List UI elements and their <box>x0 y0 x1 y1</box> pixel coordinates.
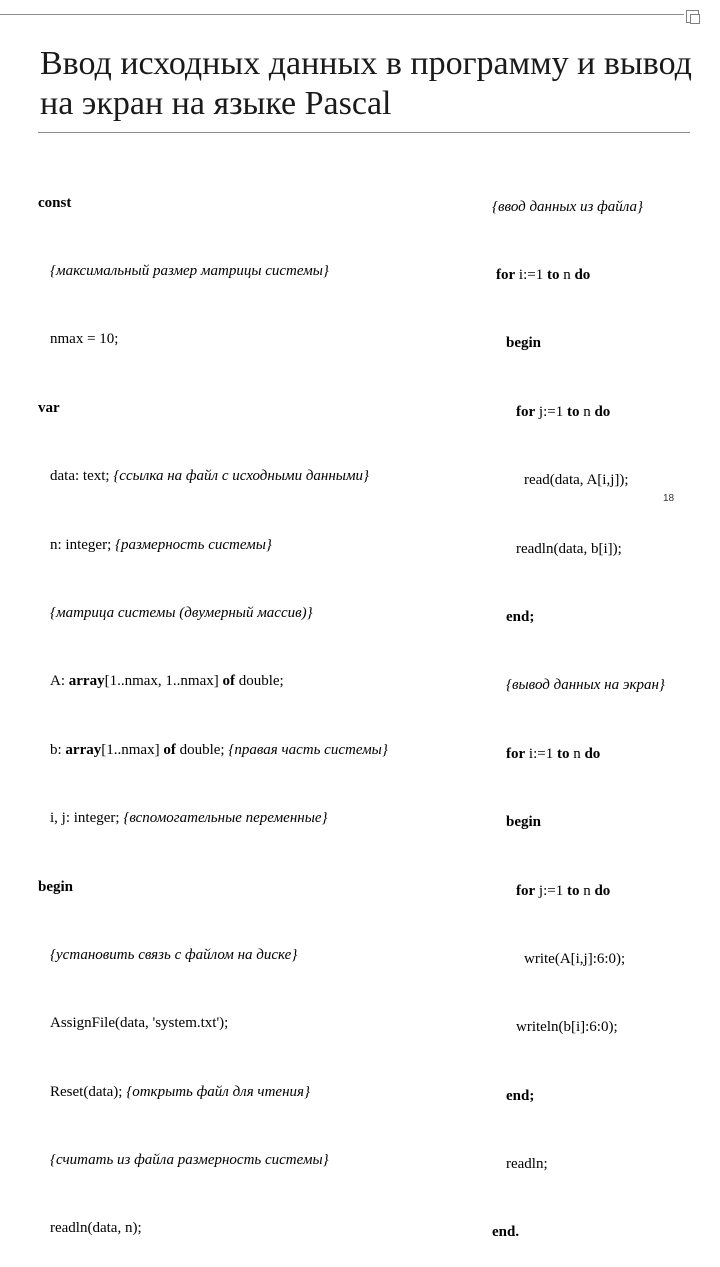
code-line: b: array[1..nmax] of double; {правая часть системы} <box>50 741 388 758</box>
code-line: read(data, A[i,j]); <box>524 472 629 489</box>
page-number: 18 <box>663 493 675 504</box>
code-line: {установить связь с файлом на диске} <box>50 946 298 963</box>
slide-title: Ввод исходных данных в программу и вывод на экран на языке Pascal <box>40 45 692 122</box>
code-line: AssignFile(data, 'system.txt'); <box>50 1015 229 1032</box>
code-line: A: array[1..nmax, 1..nmax] of double; <box>50 673 284 690</box>
code-line: begin <box>506 335 542 352</box>
code-line: {ввод данных из файла} <box>492 198 643 215</box>
code-line: Reset(data); {открыть файл для чтения} <box>50 1083 310 1100</box>
code-line: for j:=1 to n do <box>516 882 611 899</box>
code-line: {вывод данных на экран} <box>506 677 665 694</box>
code-line: var <box>38 399 60 416</box>
right-code-block <box>492 150 665 1267</box>
code-line: const <box>38 194 72 211</box>
code-line: end; <box>506 1087 535 1104</box>
code-line: end; <box>506 608 535 625</box>
title-rule <box>38 132 690 133</box>
code-line: n: integer; {размерность системы} <box>50 536 272 553</box>
code-line: {матрица системы (двумерный массив)} <box>50 604 313 621</box>
code-line: {считать из файла размерность системы} <box>50 1152 329 1169</box>
code-line: for j:=1 to n do <box>516 403 611 420</box>
code-line: for i:=1 to n do <box>496 266 591 283</box>
code-line: readln(data, b[i]); <box>516 540 622 557</box>
code-line: readln; <box>506 1156 548 1173</box>
code-line: {максимальный размер матрицы системы} <box>50 262 329 279</box>
code-line: begin <box>38 878 74 895</box>
corner-square-inner-icon <box>690 14 700 24</box>
code-line: for i:=1 to n do <box>506 745 601 762</box>
left-code-block <box>38 146 388 1263</box>
code-line: write(A[i,j]:6:0); <box>524 950 626 967</box>
code-line: end. <box>492 1224 520 1241</box>
code-line: writeln(b[i]:6:0); <box>516 1019 618 1036</box>
code-line: nmax = 10; <box>50 331 119 348</box>
code-line: begin <box>506 814 542 831</box>
code-line: i, j: integer; {вспомогательные переменные} <box>50 810 328 827</box>
top-rule <box>0 14 684 15</box>
code-line: readln(data, n); <box>50 1220 142 1237</box>
code-line: data: text; {ссылка на файл с исходными данными} <box>50 468 370 485</box>
